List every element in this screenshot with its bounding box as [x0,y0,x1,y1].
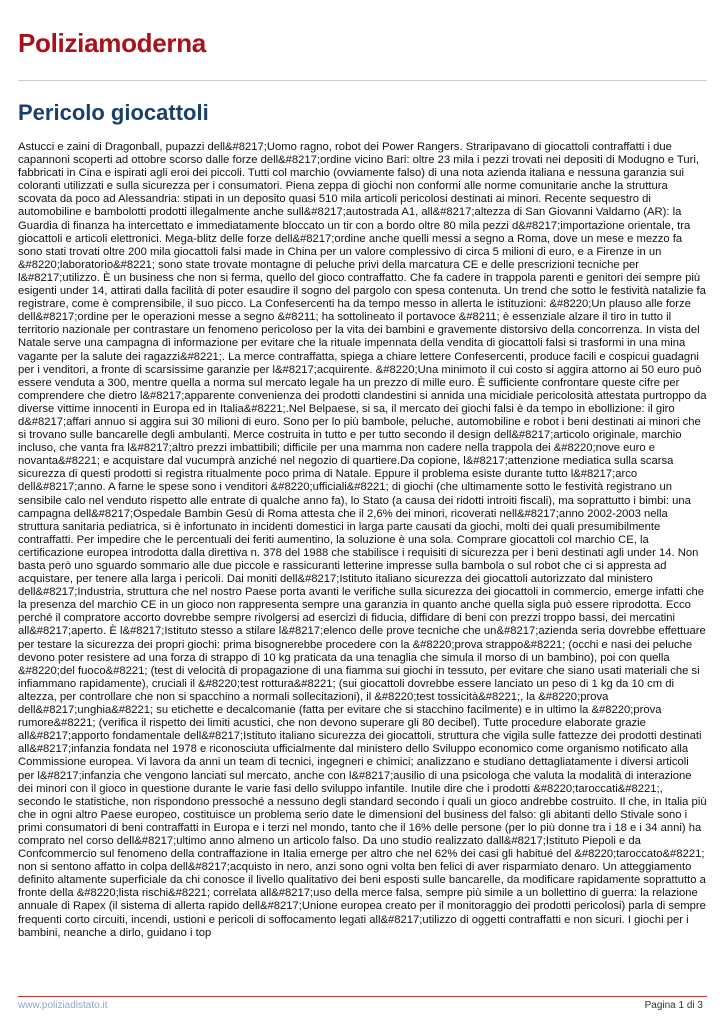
site-title: Poliziamoderna [18,28,206,58]
article-body: Astucci e zaini di Dragonball, pupazzi dell&#8217;Uomo ragno, robot dei Power Rangers. Straripavano di giocattoli contraffatti i due capannoni scoperti ad ottobre scorso dalle forze dell&#8217;ordine vicino Bari: oltre 23 mila i pezzi trovati nei depositi di Modugno e Turi, fabbricati in Cina e ispirati agli eroi dei piccoli. Tutti col marchio (ovviamente falso) di una nota azienda italiana e nessuna garanzia sui coloranti utilizzati e sulla sicurezza per i consumatori. Piena zeppa di giochi non conformi alle norme comunitarie anche la struttura scovata da poco ad Alessandria: stipati in un deposito quasi 510 mila articoli pericolosi destinati ai minori. Recente sequestro di automobiline e bambolotti prodotti illegalmente anche sull&#8217;autostrada A1, all&#8217;altezza di San Giovanni Valdarno (AR): la Guardia di finanza ha intercettato e immediatamente bloccato un tir con a bordo oltre 80 mila pezzi d&#8217;importazione orientale, tra giocattoli e articoli elettronici. Mega-blitz delle forze dell&#8217;ordine anche quelli messi a segno a Roma, dove un mese e mezzo fa sono stati trovati oltre 200 mila giocattoli falsi made in China per un valore complessivo di circa 5 milioni di euro, e a Firenze in un &#8220;laboratorio&#8221; sono state trovate montagne di peluche privi della marcatura CE e delle prescrizioni tecniche per l&#8217;utilizzo. È un business che non si ferma, quello del gioco contraffatto. Che fa cadere in trappola parenti e genitori dei sempre più esigenti under 14, attirati dalla facilità di poter esaudire il sogno del pargolo con spesa contenuta. Un trend che sotto le festività natalizie fa registrare, come è comprensibile, il suo picco. La Confesercenti ha da tempo messo in allerta le istituzioni: &#8220;Un plauso alle forze dell&#8217;ordine per le operazioni messe a segno &#8211; ha sottolineato il portavoce &#8211; è essenziale alzare il tiro in tutto il territorio nazionale per contrastare un fenomeno pericoloso per la vita dei bambini e gravemente distorsivo della concorrenza. In vista del Natale serve una campagna di informazione per evitare che la rituale impennata della vendita di giocattoli falsi si trasformi in una mina vagante per la salute dei ragazzi&#8221;. La merce contraffatta, spiega a chiare lettere Confesercenti, produce facili e cospicui guadagni per i venditori, a fronte di scarsissime garanzie per l&#8217;acquirente. &#8220;Una minimoto il cui costo si aggira attorno ai 50 euro può essere venduta a 300, mentre quella a norma sul mercato legale ha un prezzo di mille euro. È sufficiente confrontare queste cifre per comprendere che dietro l&#8217;apparente convenienza dei prodotti clandestini si annida una micidiale pericolosità attestata purtroppo da diverse vittime innocenti in Europa ed in Italia&#8221;.Nel Belpaese, si sa, il mercato dei giochi falsi è da tempo in ebollizione: il giro d&#8217;affari annuo si aggira sui 30 milioni di euro. Sono per lo più bambole, peluche, automobiline e robot i beni destinati ai minori che si trovano sulle bancarelle degli ambulanti. Merce costruita in tutto e per tutto secondo il design dell&#8217;articolo originale, marchio incluso, che vanta fra l&#8217;altro prezzi imbattibili; difficile per una mamma non cadere nella trappola dei &#8220;nove euro e novanta&#8221; e acquistare dal vucumprà anziché nel negozio di quartiere.Da copione, l&#8217;attenzione mediatica sulla scarsa sicurezza di questi prodotti si registra ritualmente poco prima di Natale. Eppure il problema esiste durante tutto l&#8217;arco dell&#8217;anno. A farne le spese sono i venditori &#8220;ufficiali&#8221; di giochi (che ultimamente sotto le festività registrano un sensibile calo nel venduto rispetto alle entrate di qualche anno fa), lo Stato (a causa dei ridotti introiti fiscali), ma soprattutto i bimbi: una campagna dell&#8217;Ospedale Bambin Gesù di Roma attesta che il 2,6% dei minori, ricoverati nell&#8217;anno 2002-2003 nella struttura sanitaria pediatrica, si è infortunato in incidenti domestici in larga parte causati da giochi, molti dei quali presumibilmente contraffatti. Per impedire che le percentuali dei feriti aumentino, la soluzione è una sola. Comprare giocattoli col marchio CE, la certificazione europea introdotta dalla direttiva n. 378 del 1988 che stabilisce i requisiti di sicurezza per i beni destinati agli under 14. Non basta però uno sguardo sommario alle due piccole e rassicuranti letterine impresse sulla bambola o sul robot che ci si appresta ad acquistare, per tenere alla larga i pericoli. Dai moniti dell&#8217;Istituto italiano sicurezza dei giocattoli autorizzato dal ministero dell&#8217;Industria, struttura che nel nostro Paese porta avanti le verifiche sulla sicurezza dei giocattoli in commercio, emerge infatti che la presenza del marchio CE in un gioco non rappresenta sempre una garanzia in quanto anche quella sigla può essere riprodotta. Ecco perché il compratore accorto dovrebbe sempre rivolgersi ad esercizi di fiducia, diffidare di beni con prezzi troppo bassi, dei mercatini all&#8217;aperto. È l&#8217;Istituto stesso a stilare l&#8217;elenco delle prove tecniche che un&#8217;azienda seria dovrebbe effettuare per testare la sicurezza dei propri giochi: prima bisognerebbe procedere con la &#8220;prova strappo&#8221; (occhi e nasi dei peluche devono poter resistere ad una forza di strappo di 10 kg praticata da una tenaglia che simula il morso di un bambino), poi con quella &#8220;del fuoco&#8221; (test di velocità di propagazione di una fiamma sui giochi in tessuto, per evitare che siano usati materiali che si infiammano rapidamente), cruciali il &#8220;test rottura&#8221; (sui giocattoli dovrebbe essere lanciato un peso di 1 kg da 10 cm di altezza, per controllare che non si spacchino a normali sollecitazioni), il &#8220;test tossicità&#8221;, la &#8220;prova dell&#8217;unghia&#8221; su etichette e decalcomanie (fatta per evitare che si stacchino facilmente) e in ultimo la &#8220;prova rumore&#8221; (verifica il rispetto dei limiti acustici, che non devono superare gli 80 decibel). Tutte procedure elaborate grazie all&#8217;apporto fondamentale dell&#8217;Istituto italiano sicurezza dei giocattoli, struttura che vigila sulle fattezze dei prodotti destinati all&#8217;infanzia fondata nel 1978 e riconosciuta ufficialmente dal ministero dello Sviluppo economico come organismo notificato alla Commissione europea. Vi lavora da anni un team di tecnici, ingegneri e chimici; analizzano e studiano dettagliatamente i diversi articoli per l&#8217;infanzia che vengono lanciati sul mercato, anche con l&#8217;ausilio di una psicologa che valuta la modalità di interazione dei minori con il gioco in questione durante le varie fasi dello sviluppo infantile. Inutile dire che i prodotti &#8220;taroccati&#8221;, secondo le statistiche, non rispondono pressoché a nessuno degli standard secondo i quali un gioco andrebbe costruito. Il che, in Italia più che in ogni altro Paese europeo, costituisce un problema serio date le dimensioni del business del falso: gli abitanti dello Stivale sono i primi consumatori di beni contraffatti in Europa e i terzi nel mondo, tanto che il 16% delle persone (per lo più donne tra i 18 e i 34 anni) ha comprato nel corso dell&#8217;ultimo anno almeno un articolo falso. Da uno studio realizzato dall&#8217;Istituto Piepoli e da Confcommercio sul fenomeno della contraffazione in Italia emerge per altro che nel 62% dei casi gli habitué del &#8220;taroccato&#8221; non si sentono affatto in colpa dell&#8217;acquisto in nero, anzi sono ogni volta ben felici di aver risparmiato denaro. Un atteggiamento definito altamente superficiale da chi conosce il livello qualitativo dei beni esposti sulle bancarelle, da modificare rapidamente soprattutto a fronte della &#8220;lista rischi&#8221; correlata all&#8217;uso della merce falsa, sempre più simile a un bollettino di guerra: la relazione annuale di Rapex (il sistema di allerta rapido dell&#8217;Unione europea creato per il monitoraggio dei prodotti pericolosi) parla di sempre frequenti corto circuiti, incendi, ustioni e pericoli di soffocamento legati all&#8217;utilizzo di oggetti contraffatti e non sicuri. I giochi per i bambini, neanche a dirlo, guidano i top [18,141,707,939]
article-title: Pericolo giocattoli [18,100,209,125]
footer-divider [18,996,707,997]
header-divider [18,80,707,81]
footer-url[interactable]: www.poliziadistato.it [18,1000,108,1011]
page-number: Pagina 1 di 3 [644,1000,703,1011]
